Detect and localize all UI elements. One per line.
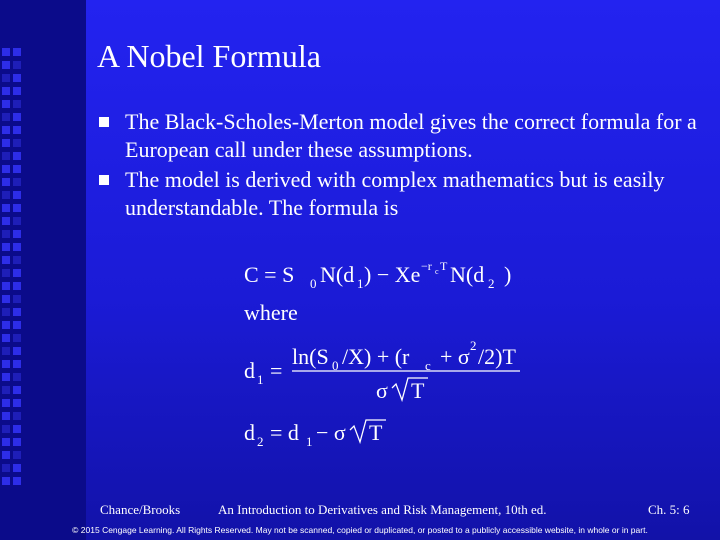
formula-c-nd1: N(d: [320, 262, 355, 287]
formula-d2-label: d: [244, 420, 255, 445]
decorative-square: [13, 373, 21, 381]
decorative-square: [2, 48, 10, 56]
decorative-square: [2, 295, 10, 303]
formula-c-exp: −r: [421, 259, 432, 273]
decorative-square-row: [2, 61, 24, 69]
bullet-item: [97, 166, 707, 222]
decorative-square-row: [2, 217, 24, 225]
decorative-square-row: [2, 100, 24, 108]
formula-d2-sub: 2: [257, 434, 264, 449]
formula-c-mid: ) − Xe: [364, 262, 421, 287]
formula-d1-label: d: [244, 358, 255, 383]
decorative-square: [2, 113, 10, 121]
formula-d1-sub: 1: [257, 372, 264, 387]
decorative-square-row: [2, 178, 24, 186]
decorative-square: [13, 386, 21, 394]
decorative-square: [2, 152, 10, 160]
decorative-square-row: [2, 399, 24, 407]
decorative-square: [13, 126, 21, 134]
formula-c-exp-sub: c: [435, 267, 439, 276]
formula-den-t: T: [411, 378, 425, 403]
decorative-square: [2, 165, 10, 173]
decorative-square: [13, 100, 21, 108]
bullet-square-icon: [99, 117, 109, 127]
decorative-square: [2, 87, 10, 95]
decorative-square-row: [2, 321, 24, 329]
decorative-square: [2, 191, 10, 199]
formula-d1-eq: =: [270, 358, 283, 383]
formula-num-ln: ln(S: [292, 344, 329, 369]
formula-c-exp-t: T: [440, 259, 448, 273]
formula-where: where: [244, 300, 298, 325]
decorative-square: [2, 451, 10, 459]
decorative-square: [13, 308, 21, 316]
bullet-list: [97, 108, 707, 224]
decorative-square: [13, 113, 21, 121]
decorative-square: [13, 269, 21, 277]
decorative-square-row: [2, 347, 24, 355]
decorative-square: [13, 256, 21, 264]
decorative-square: [13, 74, 21, 82]
formula-num-sq: 2: [470, 338, 477, 353]
decorative-square: [13, 243, 21, 251]
decorative-square: [13, 165, 21, 173]
decorative-square-row: [2, 243, 24, 251]
decorative-square-row: [2, 113, 24, 121]
decorative-square: [2, 282, 10, 290]
decorative-square: [2, 477, 10, 485]
decorative-square-row: [2, 373, 24, 381]
decorative-square: [2, 399, 10, 407]
decorative-square: [13, 360, 21, 368]
decorative-square: [13, 477, 21, 485]
decorative-square: [2, 74, 10, 82]
black-scholes-formula: [236, 252, 536, 462]
decorative-square-row: [2, 308, 24, 316]
decorative-square: [13, 87, 21, 95]
decorative-square-pattern: [2, 48, 24, 490]
decorative-square: [13, 412, 21, 420]
decorative-square: [13, 464, 21, 472]
formula-graphic: [236, 252, 536, 462]
decorative-square: [2, 100, 10, 108]
decorative-square: [2, 321, 10, 329]
formula-c-sub2: 2: [488, 276, 495, 291]
decorative-square: [13, 230, 21, 238]
decorative-square: [13, 282, 21, 290]
bullet-text: The Black-Scholes-Merton model gives the correct formula for a European call under these assumptions.: [125, 109, 697, 162]
decorative-square-row: [2, 477, 24, 485]
decorative-square: [2, 347, 10, 355]
decorative-square-row: [2, 139, 24, 147]
decorative-square: [2, 386, 10, 394]
decorative-square-row: [2, 204, 24, 212]
decorative-square-row: [2, 451, 24, 459]
decorative-square: [2, 61, 10, 69]
formula-c-sub1: 1: [357, 276, 364, 291]
decorative-square: [2, 243, 10, 251]
footer-book-title: An Introduction to Derivatives and Risk Management, 10th ed.: [218, 502, 547, 517]
decorative-square: [2, 139, 10, 147]
formula-num-sub0: 0: [332, 358, 339, 373]
decorative-square: [2, 256, 10, 264]
decorative-square: [13, 399, 21, 407]
decorative-square-row: [2, 412, 24, 420]
decorative-square: [13, 217, 21, 225]
decorative-square-row: [2, 425, 24, 433]
decorative-square-row: [2, 48, 24, 56]
decorative-square: [13, 425, 21, 433]
decorative-square: [13, 152, 21, 160]
formula-c-close: ): [504, 262, 512, 287]
formula-d2-eq: = d: [270, 420, 299, 445]
decorative-square-row: [2, 230, 24, 238]
decorative-square: [13, 204, 21, 212]
decorative-square-row: [2, 269, 24, 277]
decorative-square: [13, 321, 21, 329]
decorative-square: [2, 373, 10, 381]
formula-den-sigma: σ: [376, 378, 388, 403]
decorative-square: [2, 217, 10, 225]
decorative-square: [2, 178, 10, 186]
decorative-sidebar: [0, 0, 86, 540]
formula-d2-sub1: 1: [306, 434, 313, 449]
decorative-square-row: [2, 126, 24, 134]
bullet-item: [97, 108, 707, 164]
formula-c-nd2: N(d: [450, 262, 485, 287]
bullet-square-icon: [99, 175, 109, 185]
decorative-square: [2, 126, 10, 134]
decorative-square-row: [2, 165, 24, 173]
decorative-square-row: [2, 191, 24, 199]
decorative-square: [2, 230, 10, 238]
decorative-square: [13, 334, 21, 342]
decorative-square: [13, 178, 21, 186]
decorative-square: [2, 425, 10, 433]
footer-author: Chance/Brooks: [100, 502, 181, 517]
decorative-square: [2, 308, 10, 316]
decorative-square: [13, 48, 21, 56]
slide-title: A Nobel Formula: [97, 38, 321, 74]
decorative-square: [13, 347, 21, 355]
decorative-square-row: [2, 87, 24, 95]
formula-num-mid: /X) + (r: [342, 344, 410, 369]
bullet-text: The model is derived with complex mathematics but is easily understandable. The formula is: [125, 167, 665, 220]
decorative-square: [13, 295, 21, 303]
decorative-square-row: [2, 256, 24, 264]
decorative-square-row: [2, 464, 24, 472]
formula-num-end: /2)T: [478, 344, 516, 369]
formula-d2-minus: − σ: [316, 420, 346, 445]
decorative-square: [2, 412, 10, 420]
decorative-square: [13, 451, 21, 459]
decorative-square-row: [2, 360, 24, 368]
decorative-square: [13, 61, 21, 69]
copyright-notice: © 2015 Cengage Learning. All Rights Reserved. May not be scanned, copied or duplicated, or posted to a publicly accessible website, in whole or in part.: [72, 525, 648, 535]
decorative-square-row: [2, 334, 24, 342]
decorative-square-row: [2, 295, 24, 303]
decorative-square-row: [2, 74, 24, 82]
formula-num-plus: + σ: [440, 344, 470, 369]
decorative-square: [2, 360, 10, 368]
decorative-square-row: [2, 386, 24, 394]
formula-c-sub0: 0: [310, 276, 317, 291]
decorative-square: [2, 464, 10, 472]
decorative-square: [2, 269, 10, 277]
decorative-square: [13, 191, 21, 199]
footer-page-number: Ch. 5: 6: [648, 502, 690, 517]
decorative-square: [2, 438, 10, 446]
decorative-square: [13, 139, 21, 147]
decorative-square-row: [2, 152, 24, 160]
formula-num-subc: c: [425, 358, 431, 373]
decorative-square-row: [2, 282, 24, 290]
formula-c-eq: C = S: [244, 262, 295, 287]
decorative-square: [13, 438, 21, 446]
decorative-square: [2, 334, 10, 342]
decorative-square: [2, 204, 10, 212]
decorative-square-row: [2, 438, 24, 446]
formula-d2-t: T: [369, 420, 383, 445]
